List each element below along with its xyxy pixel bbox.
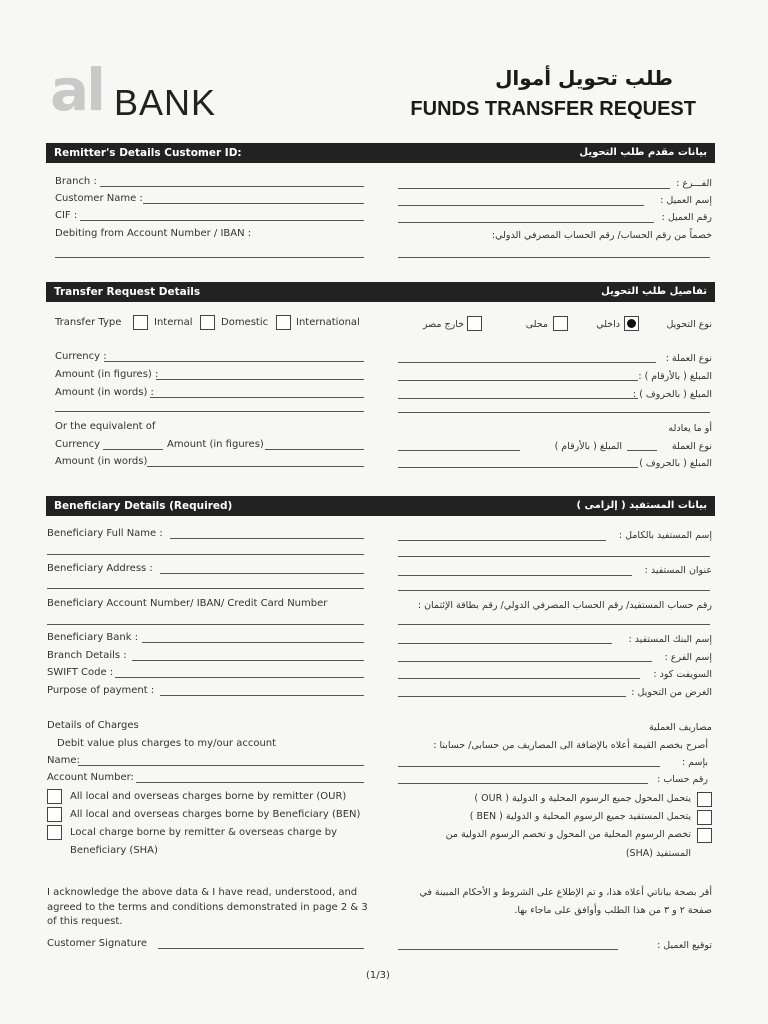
charges-name-label-ar: بإسم : (681, 757, 708, 768)
beneficiary-name-label-ar: إسم المستفيد بالكامل : (618, 530, 712, 541)
beneficiary-address-field-ar-2[interactable] (398, 590, 710, 591)
charges-account-label: Account Number: (47, 772, 134, 783)
branch-details-field-ar[interactable] (398, 661, 652, 662)
amount-figures2-field[interactable] (265, 449, 364, 450)
ben-label: All local and overseas charges borne by Beneficiary (BEN) (70, 809, 361, 820)
ack-ar-line2: صفحة ٢ و ٣ من هذا الطلب وأوافق على ماجاء بها. (514, 905, 712, 916)
charges-name-label: Name: (47, 755, 80, 766)
transfer-header-en: Transfer Request Details (54, 286, 201, 298)
our-checkbox[interactable] (47, 789, 62, 804)
branch-details-label-ar: إسم الفرع : (664, 652, 712, 663)
cif-field[interactable] (80, 220, 364, 221)
amount-figures-label-ar: المبلغ ( بالأرقام ) : (638, 371, 712, 382)
amount-words-field[interactable] (150, 397, 364, 398)
currency2-label-ar: نوع العملة (671, 441, 712, 452)
branch-details-field[interactable] (132, 660, 364, 661)
ack-line2: agreed to the terms and conditions demonstrated in page 2 & 3 (47, 902, 368, 913)
customer-name-field-ar[interactable] (398, 205, 644, 206)
charges-title: Details of Charges (47, 720, 139, 731)
amount-words-field-ar[interactable] (398, 398, 638, 399)
remitter-header-en: Remitter's Details Customer ID: (54, 147, 242, 159)
amount-figures2-label-ar: المبلغ ( بالأرقام ) (554, 441, 622, 452)
beneficiary-header-en: Beneficiary Details (Required) (54, 500, 233, 512)
cif-label-ar: رقم العميل : (661, 212, 712, 223)
branch-label: Branch : (55, 176, 97, 187)
beneficiary-header (46, 496, 715, 516)
ack-line3: of this request. (47, 916, 123, 927)
purpose-field[interactable] (160, 695, 364, 696)
amount-words-field-2[interactable] (55, 411, 364, 412)
currency-field-ar[interactable] (398, 362, 656, 363)
domestic-checkbox-ar[interactable] (553, 316, 568, 331)
currency2-label: Currency (55, 439, 101, 450)
international-checkbox-ar[interactable] (467, 316, 482, 331)
logo-bank: BANK (114, 82, 217, 123)
beneficiary-address-label: Beneficiary Address : (47, 563, 153, 574)
currency2-field-ar[interactable] (627, 450, 657, 451)
ack-ar-line1: أقر بصحة بياناتي أعلاه هذا، و تم الإطلاع على الشروط و الأحكام المبينة في (419, 887, 712, 898)
amount-figures-label: Amount (in figures) : (55, 369, 159, 380)
amount-figures-field-ar[interactable] (398, 380, 638, 381)
sha-checkbox[interactable] (47, 825, 62, 840)
remitter-header (46, 143, 715, 163)
beneficiary-address-label-ar: عنوان المستفيد : (644, 565, 712, 576)
amount-figures2-field-ar[interactable] (398, 450, 520, 451)
sha-label-ar-line1: تخصم الرسوم المحلية من المحول و تخصم الرسوم الدولية من (445, 829, 691, 840)
purpose-label-ar: الغرض من التحويل : (631, 687, 712, 698)
our-label: All local and overseas charges borne by remitter (OUR) (70, 791, 347, 802)
currency-field[interactable] (104, 361, 364, 362)
international-label-ar: خارج مصر (422, 319, 464, 330)
currency-label-ar: نوع العملة : (665, 353, 712, 364)
purpose-label: Purpose of payment : (47, 685, 155, 696)
domestic-label: Domestic (221, 317, 269, 328)
our-label-ar: يتحمل المحول جميع الرسوم المحلية و الدولية ( OUR ) (474, 793, 691, 804)
amount-words2-field-ar[interactable] (398, 467, 638, 468)
internal-label-ar: داخلي (596, 319, 620, 330)
sha-label-ar-line2: المستفيد (SHA) (625, 848, 691, 859)
customer-name-field[interactable] (143, 203, 364, 204)
customer-signature-label: Customer Signature (47, 938, 147, 949)
beneficiary-name-field-ar[interactable] (398, 540, 606, 541)
domestic-checkbox[interactable] (200, 315, 215, 330)
branch-field-ar[interactable] (398, 188, 670, 189)
charges-account-field[interactable] (136, 782, 364, 783)
remitter-header-ar: بيانات مقدم طلب التحويل (579, 147, 707, 158)
page-number: (1/3) (366, 970, 390, 981)
charges-name-field-ar[interactable] (398, 766, 660, 767)
swift-code-label: SWIFT Code : (47, 667, 114, 678)
amount-figures-field[interactable] (156, 379, 364, 380)
amount-words-label-ar: المبلغ ( بالحروف ) : (632, 389, 712, 400)
beneficiary-name-field-2[interactable] (47, 554, 364, 555)
debit-charges-label-ar: أصرح بخصم القيمة أعلاه بالإضافة الى المصاريف من حسابى/ حسابنا : (433, 740, 708, 751)
beneficiary-address-field[interactable] (160, 573, 364, 574)
beneficiary-address-field-2[interactable] (47, 588, 364, 589)
ben-checkbox-ar[interactable] (697, 810, 712, 825)
transfer-header (46, 282, 715, 302)
internal-checkbox-ar[interactable] (624, 316, 639, 331)
customer-name-label: Customer Name : (55, 193, 143, 204)
beneficiary-header-ar: بيانات المستفيد ( إلزامى ) (576, 500, 707, 511)
ben-label-ar: يتحمل المستفيد جميع الرسوم المحلية و الدولية ( BEN ) (469, 811, 691, 822)
transfer-header-ar: تفاصيل طلب التحويل (601, 286, 707, 297)
charges-name-field[interactable] (78, 765, 364, 766)
debit-account-label: Debiting from Account Number / IBAN : (55, 228, 252, 239)
transfer-type-label: Transfer Type (55, 317, 122, 328)
customer-signature-field-ar[interactable] (398, 949, 618, 950)
customer-name-label-ar: إسم العميل : (660, 195, 712, 206)
branch-field[interactable] (100, 186, 364, 187)
beneficiary-bank-field-ar[interactable] (398, 643, 612, 644)
customer-signature-field[interactable] (158, 948, 364, 949)
cif-label: CIF : (55, 210, 78, 221)
beneficiary-name-label: Beneficiary Full Name : (47, 528, 163, 539)
ack-line1: I acknowledge the above data & I have read, understood, and (47, 887, 358, 898)
beneficiary-name-field[interactable] (170, 538, 364, 539)
currency2-field[interactable] (103, 449, 163, 450)
sha-label-line1: Local charge borne by remitter & overseas charge by (70, 827, 338, 838)
charges-title-ar: مصاريف العملية (648, 722, 712, 733)
debit-account-label-ar: خصماً من رقم الحساب/ رقم الحساب المصرفي الدولي: (491, 230, 712, 241)
domestic-label-ar: محلى (525, 319, 548, 330)
beneficiary-account-field[interactable] (47, 624, 364, 625)
international-checkbox[interactable] (276, 315, 291, 330)
swift-code-field[interactable] (115, 677, 364, 678)
branch-details-label: Branch Details : (47, 650, 127, 661)
internal-checkbox[interactable] (133, 315, 148, 330)
amount-words2-label-ar: المبلغ ( بالحروف ) (639, 458, 712, 469)
sha-label-line2: Beneficiary (SHA) (70, 845, 158, 856)
amount-words-field-ar-2[interactable] (398, 412, 710, 413)
beneficiary-bank-field[interactable] (142, 642, 364, 643)
title-arabic: طلب تحويل أموال (495, 66, 673, 90)
currency-label: Currency : (55, 351, 107, 362)
equivalent-label: Or the equivalent of (55, 421, 156, 432)
amount-words-label: Amount (in words) : (55, 387, 154, 398)
branch-label-ar: الفـــرع : (676, 178, 712, 189)
amount-words2-label: Amount (in words) (55, 456, 148, 467)
debit-charges-label: Debit value plus charges to my/our account (57, 738, 277, 749)
sha-checkbox-ar[interactable] (697, 828, 712, 843)
transfer-type-label-ar: نوع التحويل (666, 319, 712, 330)
debit-account-field[interactable] (55, 257, 364, 258)
cif-field-ar[interactable] (398, 222, 654, 223)
beneficiary-account-field-ar[interactable] (398, 624, 710, 625)
swift-code-field-ar[interactable] (398, 678, 640, 679)
internal-label: Internal (154, 317, 193, 328)
charges-account-label-ar: رقم حساب : (657, 774, 708, 785)
logo-al: al (50, 56, 104, 124)
beneficiary-address-field-ar[interactable] (398, 575, 632, 576)
purpose-field-ar[interactable] (398, 696, 626, 697)
international-label: International (296, 317, 360, 328)
equivalent-label-ar: أو ما يعادله (668, 423, 712, 434)
ben-checkbox[interactable] (47, 807, 62, 822)
amount-words2-field[interactable] (147, 466, 364, 467)
beneficiary-bank-label-ar: إسم البنك المستفيد : (628, 634, 712, 645)
swift-code-label-ar: السويفت كود : (653, 669, 712, 680)
title-english: FUNDS TRANSFER REQUEST (410, 98, 696, 120)
debit-account-field-ar[interactable] (398, 257, 710, 258)
charges-account-field-ar[interactable] (398, 783, 648, 784)
beneficiary-name-field-ar-2[interactable] (398, 556, 710, 557)
beneficiary-account-label: Beneficiary Account Number/ IBAN/ Credit Card Number (47, 598, 328, 609)
customer-signature-label-ar: توقيع العميل : (657, 940, 712, 951)
our-checkbox-ar[interactable] (697, 792, 712, 807)
beneficiary-bank-label: Beneficiary Bank : (47, 632, 139, 643)
beneficiary-account-label-ar: رقم حساب المستفيد/ رقم الحساب المصرفي الدولي/ رقم بطاقة الإئتمان : (417, 600, 712, 611)
amount-figures2-label: Amount (in figures) (167, 439, 264, 450)
